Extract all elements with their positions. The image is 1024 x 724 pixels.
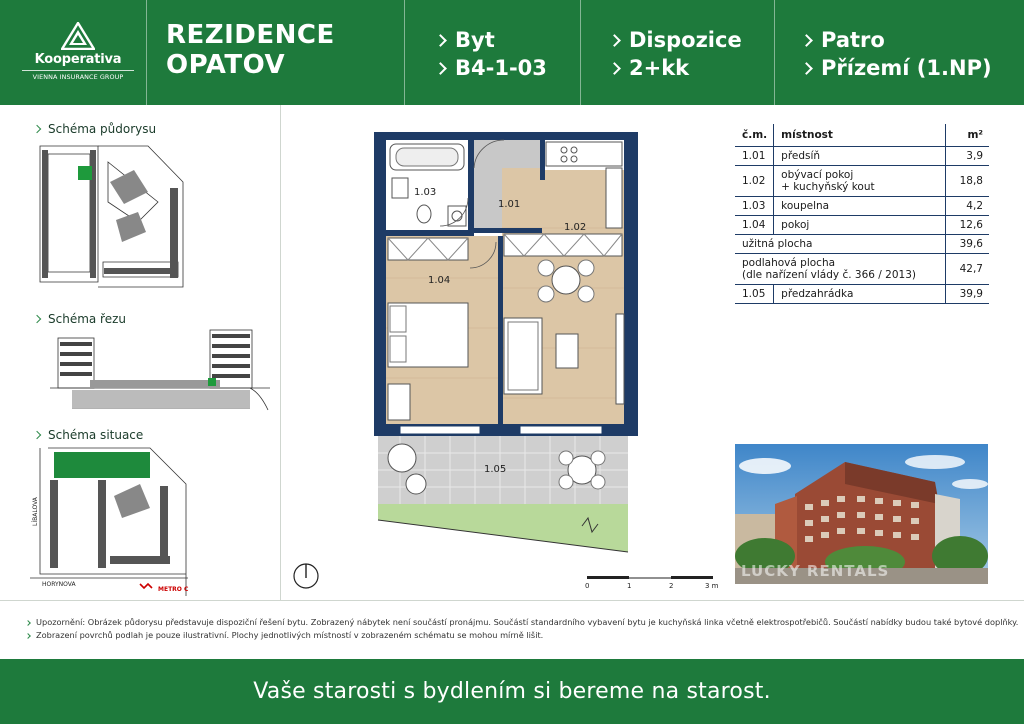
disclaimer-notes [26, 616, 1018, 642]
chevron-right-icon [608, 62, 621, 75]
chevron-right-icon [25, 633, 31, 639]
footer-slogan: Vaše starosti s bydlením si bereme na starost. [253, 679, 771, 704]
floor-area-row: podlahová plocha (dle nařízení vlády č. 366 / 2013) 42,7 [735, 253, 989, 284]
table-row: 1.02 obývací pokoj + kuchyňský kout 18,8 [735, 165, 989, 196]
header-divider [774, 0, 775, 105]
brand-logo [22, 22, 134, 81]
scheme-floorplan-label: Schéma půdorysu [34, 122, 156, 136]
building-section-scheme [50, 328, 270, 414]
chevron-right-icon [25, 620, 31, 626]
footer-banner [0, 659, 1024, 724]
scale-tick-0: 0 [585, 582, 590, 590]
project-title-line2: OPATOV [166, 50, 286, 80]
scale-tick-1: 1 [627, 582, 632, 590]
header-divider [146, 0, 147, 105]
chevron-right-icon [800, 62, 813, 75]
unit-block [436, 26, 547, 82]
chevron-right-icon [33, 125, 41, 133]
room-label-1-02: 1.02 [564, 222, 587, 233]
chevron-right-icon [33, 431, 41, 439]
col-header-room: místnost [774, 124, 945, 146]
notes-divider [0, 600, 1024, 601]
table-row: 1.03 koupelna 4,2 [735, 196, 989, 215]
usable-area-row: užitná plocha 39,6 [735, 234, 989, 253]
apartment-floor-plan [370, 128, 642, 568]
layout-block [610, 26, 742, 82]
room-label-1-05: 1.05 [484, 464, 507, 475]
kooperativa-logo-icon [61, 22, 95, 50]
building-floorplan-scheme [38, 142, 188, 292]
street-label-south: HORYNOVA [42, 581, 76, 588]
chevron-right-icon [434, 62, 447, 75]
north-arrow-icon [292, 562, 320, 590]
unit-value: B4-1-03 [455, 56, 547, 80]
chevron-right-icon [608, 34, 621, 47]
project-title [166, 20, 335, 80]
layout-value: 2+kk [629, 56, 690, 80]
table-row: 1.04 pokoj 12,6 [735, 215, 989, 234]
building-rendering-photo [735, 444, 988, 584]
brand-name: Kooperativa [34, 52, 122, 67]
garden-row: 1.05 předzahrádka 39,9 [735, 284, 989, 303]
floor-label: Patro [821, 28, 885, 52]
room-label-1-04: 1.04 [428, 275, 451, 286]
header-divider [404, 0, 405, 105]
col-header-number: č.m. [735, 124, 774, 146]
chevron-right-icon [434, 34, 447, 47]
site-plan-scheme [30, 446, 190, 596]
scale-tick-2: 2 [669, 582, 674, 590]
header-banner [0, 0, 1024, 105]
scale-bar [585, 574, 725, 590]
metro-label: METRO C [158, 586, 189, 593]
project-title-line1: REZIDENCE [166, 20, 335, 50]
room-area-table [735, 124, 989, 304]
chevron-right-icon [33, 315, 41, 323]
chevron-right-icon [800, 34, 813, 47]
table-row: 1.01 předsíň 3,9 [735, 146, 989, 165]
column-divider [280, 105, 281, 600]
street-label-west: LÍBALOVA [32, 497, 39, 526]
photo-watermark: LUCKY RENTALS [741, 562, 890, 580]
room-label-1-03: 1.03 [414, 187, 437, 198]
disclaimer-line-2: Zobrazení povrchů podlah je pouze ilustrativní. Plochy jednotlivých místností v zobrazeném schématu se mohou mírně lišit. [36, 630, 544, 640]
floor-block [802, 26, 992, 82]
room-label-1-01: 1.01 [498, 199, 521, 210]
unit-label: Byt [455, 28, 495, 52]
scheme-site-label: Schéma situace [34, 428, 143, 442]
brand-subtitle: VIENNA INSURANCE GROUP [22, 70, 134, 81]
floor-value: Přízemí (1.NP) [821, 56, 992, 80]
header-divider [580, 0, 581, 105]
table-header-row [735, 124, 989, 146]
layout-label: Dispozice [629, 28, 742, 52]
col-header-area: m² [945, 124, 989, 146]
scheme-section-label: Schéma řezu [34, 312, 126, 326]
disclaimer-line-1: Upozornění: Obrázek půdorysu představuje dispoziční řešení bytu. Zobrazený nábytek není součástí pronájmu. Součástí standardního vybavení bytu je kuchyňská linka včetně elektrospotřebičů. Součástí nabídky budou také bytové doplňky. [36, 617, 1019, 627]
scale-tick-3: 3 m [705, 582, 719, 590]
